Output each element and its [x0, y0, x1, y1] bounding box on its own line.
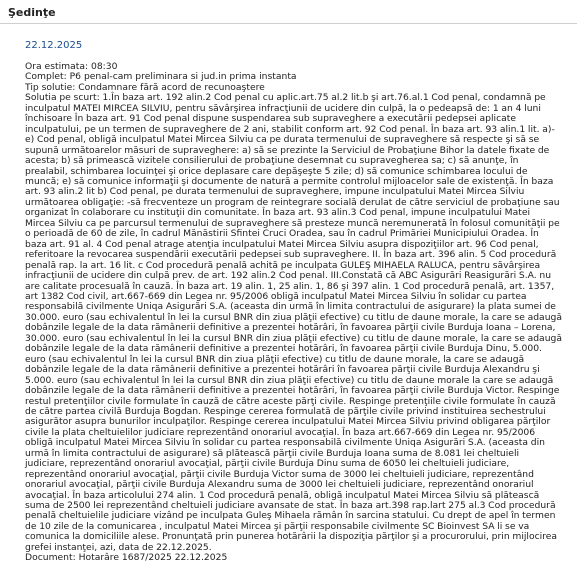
- header-divider: [0, 23, 577, 24]
- document-info: Document: Hotarâre 1687/2025 22.12.2025: [25, 552, 228, 564]
- session-date[interactable]: 22.12.2025: [25, 40, 83, 51]
- solution-summary: Solutia pe scurt: 1.În baza art. 192 alin.2 Cod penal cu aplic.art.75 al.2 lit.b şi art.76.al.1 Cod penal, condamnă pe inculpatul MATEI MIRCEA SILVIU, pentru săvârşirea infracţiunii de ucidere din culpă, la o pedeapsă de: 1 an 4 luni închisoare În baza art. 91 Cod penal dispune suspendarea sub supraveghere a executării pedepsei aplicate inculpatului, pe un termen de supraveghere de 2 ani, stabilit conform art. 92 Cod penal. În baza art. 93 alin.1 lit. a)-e) Cod penal, obligă inculpatul Matei Mircea Silviu ca pe durata termenului de supraveghere să respecte şi să se supună următoarelor măsuri de supraveghere: a) să se prezinte la Serviciul de Probaţiune Bihor la datele fixate de acesta; b) să primească vizitele consilierului de probaţiune desemnat cu supravegherea sa; c) să anunţe, în prealabil, schimbarea locuinţei şi orice deplasare care depăşeşte 5 zile; d) să comunice schimbarea locului de muncă; e) să comunice informaţii şi documente de natură a permite controlul mijloacelor sale de existenţă. În baza art. 93 alin.2 lit b) Cod penal, pe durata termenului de supraveghere, impune inculpatului Matei Mircea Silviu următoarea obligaţie: -să frecventeze un program de reintegrare socială derulat de către serviciul de probaţiune sau organizat în colaborare cu instituţii din comunitate. În baza art. 93 alin.3 Cod penal, impune inculpatului Matei Mircea Silviu ca pe parcursul termenului de supraveghere să presteze muncă neremunerată în folosul comunităţii pe o perioadă de 60 de zile, în cadrul Mănăstirii Sfintei Cruci Oradea, sau în cadrul Primăriei Municipiului Oradea. În baza art. 91 al. 4 Cod penal atrage atenţia inculpatului Matei Mircea Silviu asupra dispoziţiilor art. 96 Cod penal, referitoare la revocarea suspendării executării pedepsei sub supraveghere. II. În baza art. 396 alin. 5 Cod procedură penală rap. la art. 16 lit. c Cod procedură penală achită pe inculpata GULEŞ MIHAELA RALUCA, pentru săvârşirea infracţiunii de ucidere din culpă prev. de art. 192 alin.2 Cod penal. III.Constată că ABC Asigurări Reasigurări S.A. nu are calitate procesuală în cauză. În baza art. 19 alin. 1, 25 alin. 1, 86 şi 397 alin. 1 Cod procedură penală, art. 1357, art 1382 Cod civil, art.667-669 din Legea nr. 95/2006 obligă inculpatul Matei Mircea Silviu în solidar cu partea responsabilă civilmente Uniqa Asigurări S.A. (aceasta din urmă în limita contractului de asigurare) la plata sumei de 30.000. euro (sau echivalentul în lei la cursul BNR din ziua plăţii efective) cu titlu de daune morale, la care se adaugă dobânzile legale de la data rămânerii definitive a prezentei hotărâri, în favoarea părţii civile Burduja Ioana – Lorena, 30.000. euro (sau echivalentul în lei la cursul BNR din ziua plăţii efective) cu titlu de daune morale, la care se adaugă dobânzile legale de la data rămânerii definitive a prezentei hotărâri, în favoarea părţii civile Burduja Dinu, 5.000. euro (sau echivalentul în lei la cursul BNR din ziua plăţii efective) cu titlu de daune morale, la care se adaugă dobânzile legale de la data rămânerii definitive a prezentei hotărâri în favoarea părţii civile Burduja Alexandru şi 5.000. euro (sau echivalentul în lei la cursul BNR din ziua plăţii efective) cu titlu de daune morale la care se adaugă dobânzile legale de la data rămânerii definitive a prezentei hotărâri, în favoarea părţii civile Burduja Victor. Respinge restul pretenţiilor civile formulate în cauză de către aceste părţi civile. Respinge pretenţiile civile formulate în cauză de către partea civilă Burduja Bogdan. Respinge cererea formulată de părţile civile privind instituirea sechestrului asigurător asupra bunurilor inculpaţilor. Respinge cererea inculpatului Matei Mircea Silviu privind obligarea părţilor civile la plata cheltuielilor judiciare reprezentând onorariul avocaţial. În baza art.667-669 din Legea nr. 95/2006 obligă inculpatul Matei Mircea Silviu în solidar cu partea responsabilă civilmente Uniqa Asigurări S.A. (aceasta din urmă în limita contractului de asigurare) să plătească părţii civile Burduja Ioana suma de 8.081 lei cheltuieli judiciare, reprezentând onorariul avocaţial, părţii civile Burduja Dinu suma de 6050 lei cheltuieli judiciare, reprezentând onorariul avocaţial, părţii civile Burduja Victor suma de 3000 lei cheltuieli judiciare, reprezentând onorariul avocaţial, părţii civile Burduja Alexandru suma de 3000 lei cheltuieli judiciare, reprezentând onorariul avocaţial. În baza articolului 274 alin. 1 Cod procedură penală, obligă inculpatul Matei Mircea Silviu să plătească suma de 2500 lei reprezentând cheltuieli judiciare avansate de stat. În baza art.398 rap.lart 275 al.3 Cod procedură penală cheltuielile judiciare vizând pe inculpata Guleş Mihaela rămân în sarcina statului. Cu drept de apel în termen de 10 zile de la comunicarea , inculpatul Matei Mircea şi părţii responsabile civilmente SC Bioinvest SA li se va comunica la domiciliile alese. Pronunţată prin punerea hotărârii la dispoziţia părţilor şi a procurorului, prin mijlocirea grefei instanţei, azi, data de 22.12.2025.: [25, 92, 562, 553]
- complet-info: Complet: P6 penal-cam preliminara si jud.in prima instanta: [25, 71, 297, 83]
- section-title: Şedinţe: [8, 6, 56, 19]
- session-details: [25, 62, 563, 564]
- estimated-time: Ora estimata: 08:30: [25, 61, 118, 72]
- solution-type: Tip solutie: Condamnare fără acord de recunoaştere: [25, 81, 265, 93]
